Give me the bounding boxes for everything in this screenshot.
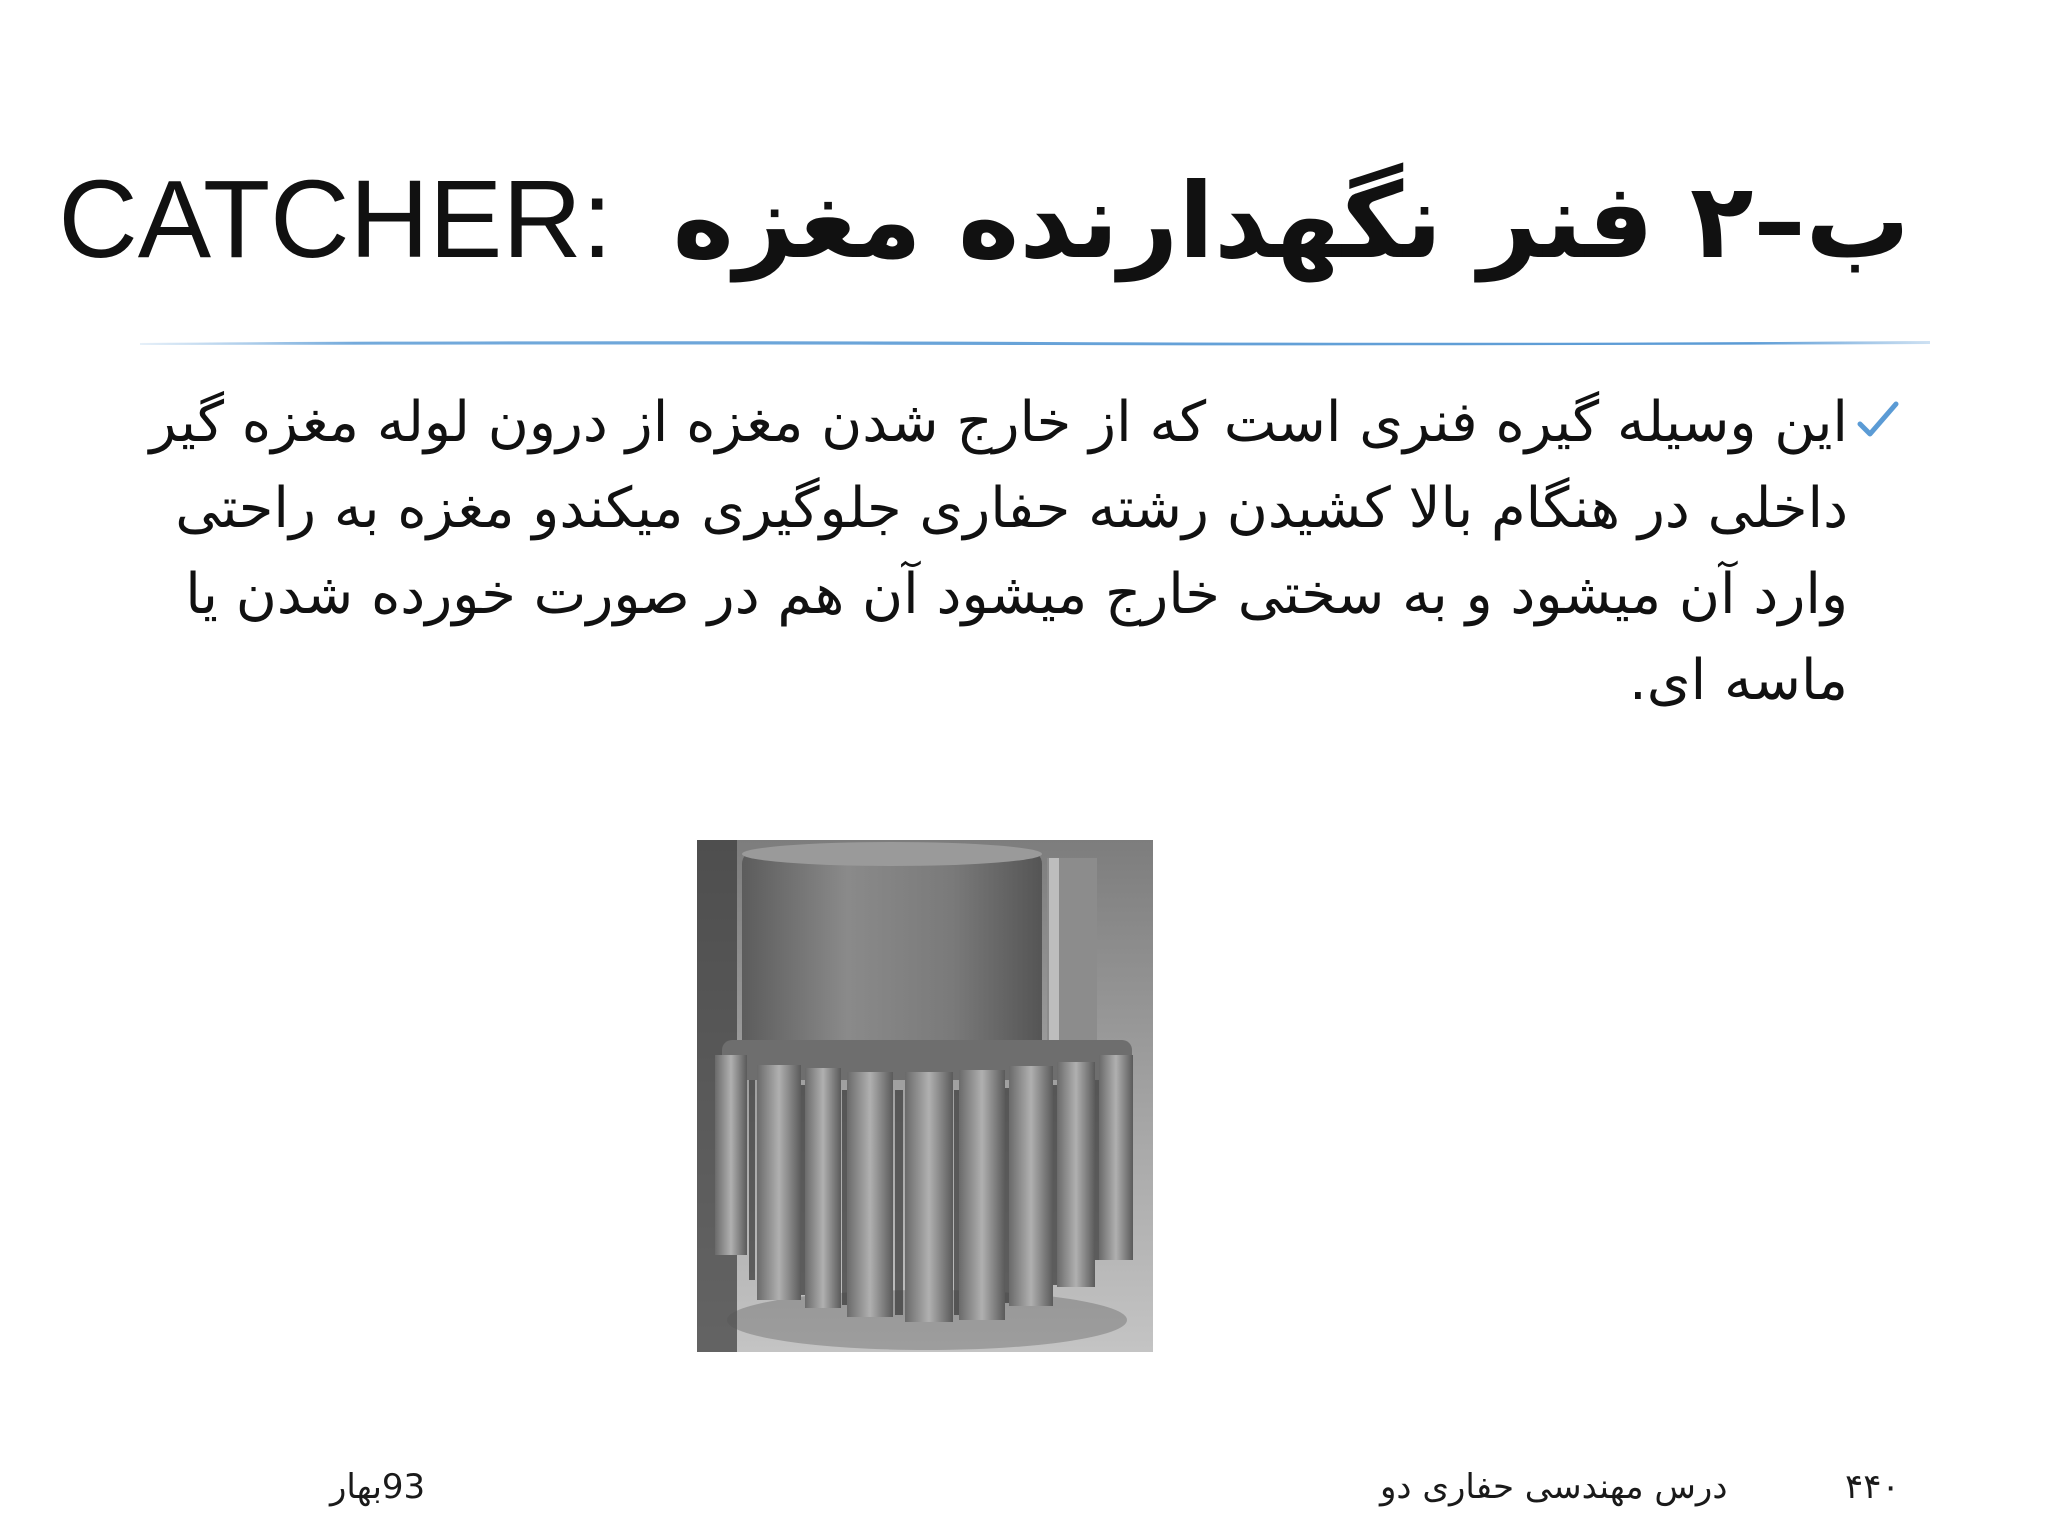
footer-date: 93بهار	[330, 1467, 426, 1507]
title-latin: CATCHER:	[58, 158, 613, 281]
core-catcher-photo	[697, 840, 1153, 1352]
title-underline	[140, 337, 1930, 347]
slide-title	[58, 150, 1910, 290]
bullet-text: این وسیله گیره فنری است که از خارج شدن مغزه از درون لوله مغزه گیر داخلی در هنگام بالا کشیدن رشته حفاری جلوگیری میکندو مغزه به راحتی وارد آن میشود و به سختی خارج میشود آن هم در صورت خورده شدن یا ماسه ای.	[149, 390, 1848, 713]
checkmark-icon	[1854, 398, 1900, 444]
title-persian: ب–۲ فنر نگهدارنده مغزه	[672, 160, 1910, 282]
footer-course-title: درس مهندسی حفاری دو	[1380, 1467, 1728, 1507]
footer-page-number: ۴۴۰	[1845, 1467, 1900, 1507]
bullet-paragraph	[149, 380, 1900, 740]
